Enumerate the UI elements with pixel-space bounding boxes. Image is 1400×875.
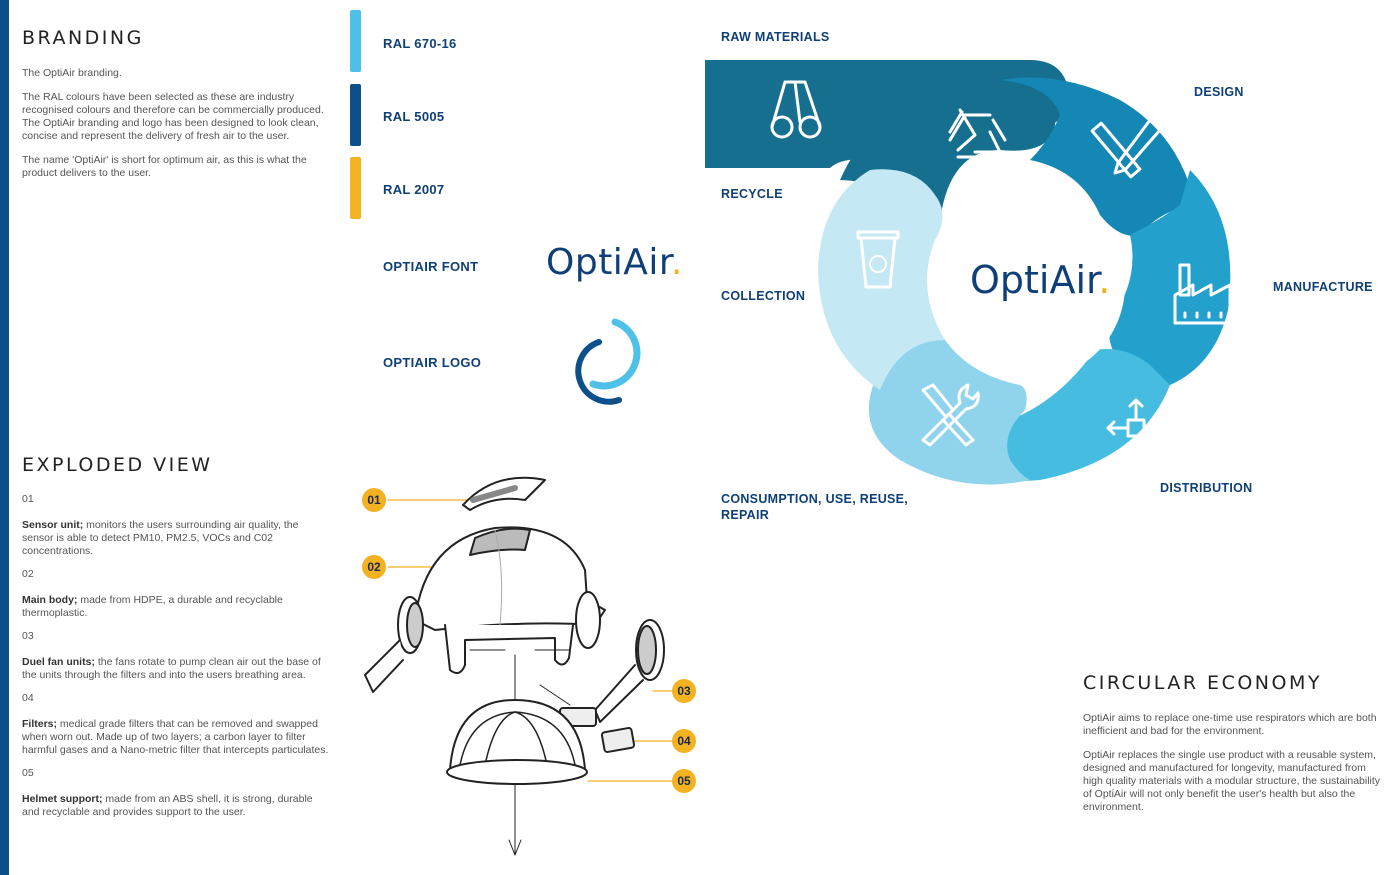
item-description: monitors the users surrounding air quality, the sensor is able to detect PM10, PM2.5, VOCs and C02 concentrations. <box>22 519 299 557</box>
exploded-view-list <box>22 493 332 829</box>
font-label: OPTIAIR FONT <box>383 259 479 274</box>
swatch-label: RAL 2007 <box>383 182 445 197</box>
stage-label-consumption-line1: CONSUMPTION, USE, REUSE, <box>721 492 909 506</box>
stage-label-collection: COLLECTION <box>721 289 806 303</box>
swatch-ral-2007 <box>350 157 361 219</box>
item-number: 03 <box>22 630 34 642</box>
stage-label-raw-materials: RAW MATERIALS <box>721 30 830 44</box>
exploded-helmet-drawing <box>355 460 705 865</box>
item-title: Sensor unit; <box>22 519 84 531</box>
item-description: the fans rotate to pump clean air out the base of the units through the filters and into the users breathing area. <box>22 656 321 681</box>
stage-label-manufacture: MANUFACTURE <box>1273 280 1373 294</box>
item-title: Helmet support; <box>22 793 103 805</box>
swatch-label: RAL 5005 <box>383 109 445 124</box>
callout-badge-04: 04 <box>672 729 696 753</box>
callout-badge-02: 02 <box>362 555 386 579</box>
item-number: 04 <box>22 692 34 704</box>
item-number: 02 <box>22 568 34 580</box>
exploded-view-heading: EXPLODED VIEW <box>22 454 213 476</box>
economy-paragraph: OptiAir aims to replace one-time use respirators which are both inefficient and bad for the environment. <box>1083 712 1377 737</box>
stage-label-distribution: DISTRIBUTION <box>1160 481 1253 495</box>
stage-label-consumption <box>721 491 908 523</box>
center-wordmark-dot: . <box>1098 258 1111 302</box>
item-title: Filters; <box>22 718 58 730</box>
item-description: made from an ABS shell, it is strong, durable and recyclable and provides support to the user. <box>22 793 313 818</box>
swatch-ral-670-16 <box>350 10 361 72</box>
branding-paragraph: The RAL colours have been selected as these are industry recognised colours and therefore can be commercially produced. The OptiAir branding and logo has been designed to look clean, concise and represent the delivery of fresh air to the user. <box>22 91 324 142</box>
circular-economy-text <box>1083 712 1383 825</box>
branding-heading: BRANDING <box>22 27 144 49</box>
branding-paragraph: The OptiAir branding. <box>22 67 122 79</box>
wordmark-text: OptiAir <box>546 242 671 283</box>
callout-badge-05: 05 <box>672 769 696 793</box>
optiair-logo-icon <box>575 314 655 408</box>
item-description: made from HDPE, a durable and recyclable thermoplastic. <box>22 594 283 619</box>
branding-paragraph: The name 'OptiAir' is short for optimum air, as this is what the product delivers to the user. <box>22 154 307 179</box>
left-accent-bar <box>0 0 9 875</box>
stage-label-consumption-line2: REPAIR <box>721 508 770 522</box>
swatch-ral-5005 <box>350 84 361 146</box>
item-title: Duel fan units; <box>22 656 95 668</box>
list-item <box>22 630 332 682</box>
item-title: Main body; <box>22 594 78 606</box>
swatch-label: RAL 670-16 <box>383 36 457 51</box>
circular-economy-heading: CIRCULAR ECONOMY <box>1083 672 1322 694</box>
stage-label-design: DESIGN <box>1194 85 1244 99</box>
logo-label: OPTIAIR LOGO <box>383 355 482 370</box>
economy-paragraph: OptiAir replaces the single use product with a reusable system, designed and manufactured for longevity, manufactured from high quality materials with a modular structure, the sustainability of OptiAir will not only benefit the user's health but also the environment. <box>1083 749 1381 813</box>
item-description: medical grade filters that can be removed and swapped when worn out. Made up of two layers; a carbon layer to filter harmful gases and a Nano-metric filter that intercepts particulates. <box>22 718 329 756</box>
list-item <box>22 692 332 757</box>
branding-text <box>22 67 332 191</box>
callout-badge-03: 03 <box>672 679 696 703</box>
wordmark-dot: . <box>670 242 683 283</box>
item-number: 01 <box>22 493 34 505</box>
list-item <box>22 568 332 620</box>
list-item <box>22 767 332 819</box>
stage-label-recycle: RECYCLE <box>721 187 783 201</box>
center-wordmark <box>970 258 1110 302</box>
optiair-wordmark <box>546 242 683 283</box>
list-item <box>22 493 332 558</box>
item-number: 05 <box>22 767 34 779</box>
callout-badge-01: 01 <box>362 488 386 512</box>
center-wordmark-text: OptiAir <box>970 258 1099 302</box>
